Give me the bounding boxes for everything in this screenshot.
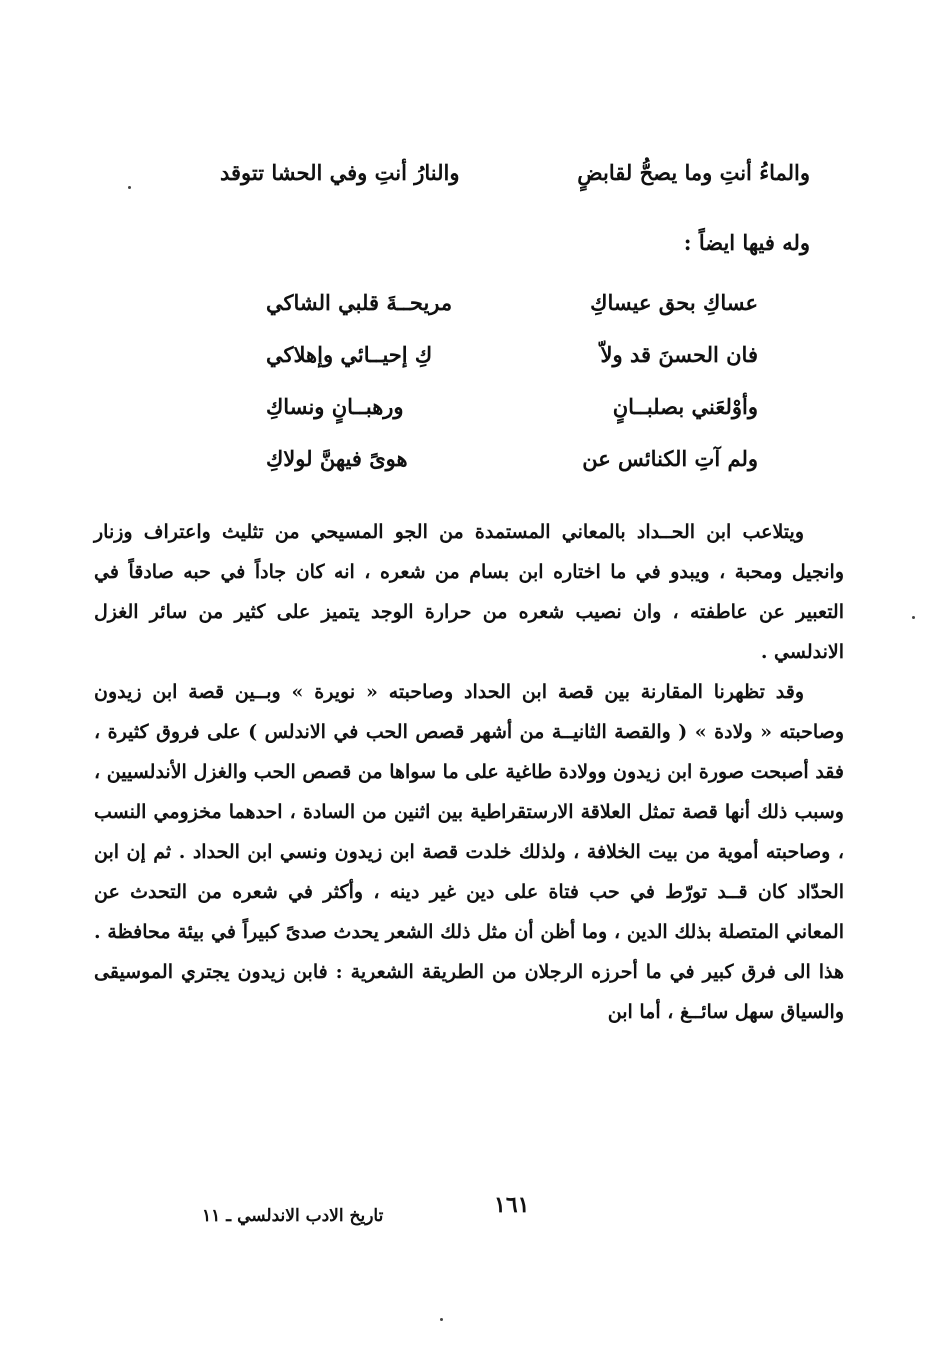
couplet-first-hemistich: والماءُ أنتِ وما يصحُّ لقابضٍ [577,160,810,185]
verse-second-hemistich: مريحــةَ قلبي الشاكي [266,290,453,315]
couplet-second-hemistich: والنارُ أنتِ وفي الحشا تتوقد [220,160,460,185]
paragraph: ويتلاعب ابن الحــداد بالمعاني المستمدة من الجو المسيحي من تثليث واعتراف وزنار وانجيل ومحبة ، ويبدو في ما اختاره ابن بسام من شعره ، انه كان جاداً في حبه صادقاً في التعبير عن عاطفته ، وان نصيب شعره من حرارة الوجد يتميز على كثير من سائر الغزل الاندلسي . [94,521,844,663]
verse-first-hemistich: عساكِ بحق عيساكِ [590,290,758,315]
print-speck [440,1318,443,1321]
poem-intro: وله فيها ايضاً : [683,230,810,255]
verse-second-hemistich: ورهبــانٍ ونساكِ [266,394,404,419]
print-speck [912,616,915,619]
verse-first-hemistich: فان الحسنَ قد ولاّ [600,342,758,367]
verse-second-hemistich: كِ إحيــائي وإهلاكي [266,342,433,367]
verse-second-hemistich: هوىً فيهنَّ لولاكِ [266,446,408,471]
verse-first-hemistich: وأوْلعَني بصلبــانٍ [612,394,758,419]
body-text [94,512,844,1032]
poem-verse [266,342,758,394]
paragraph: وقد تظهرنا المقارنة بين قصة ابن الحداد وصاحبته « نويرة » وبــين قصة ابن زيدون وصاحبته « ولادة » ( والقصة الثانيــة من أشهر قصص الحب في الاندلس ) على فروق كثيرة ، فقد أصبحت صورة ابن زيدون وولادة طاغية على ما سواها من قصص الحب والغزل الأندلسيين ، وسبب ذلك أنها قصة تمثل العلاقة الارستقراطية بين اثنين من السادة ، احدهما مخزومي النسب ، وصاحبته أموية من بيت الخلافة ، ولذلك خلدت قصة ابن زيدون ونسي ابن الحداد . ثم إن ابن الحدّاد كان قــد تورّط في حب فتاة على دين غير دينه ، وأكثر في شعره من التحدث عن المعاني المتصلة بذلك الدين ، وما أظن أن مثل ذلك الشعر يحدث صدىً كبيراً في بيئة محافظة . هذا الى فرق كبير في ما أحرزه الرجلان من الطريقة الشعرية : فابن زيدون يجتري الموسيقى والسياق سهل سائــغ ، أما ابن [94,681,844,1023]
running-footer: تاريخ الادب الاندلسي ـ ١١ [202,1206,384,1226]
opening-couplet [220,160,810,200]
poem-verse [266,290,758,342]
verse-first-hemistich: ولم آتِ الكنائس عن [582,446,758,471]
poem-verse [266,394,758,446]
print-speck [128,186,131,189]
poem-block [266,290,758,498]
page-number: ١٦١ [494,1192,530,1218]
poem-verse [266,446,758,498]
